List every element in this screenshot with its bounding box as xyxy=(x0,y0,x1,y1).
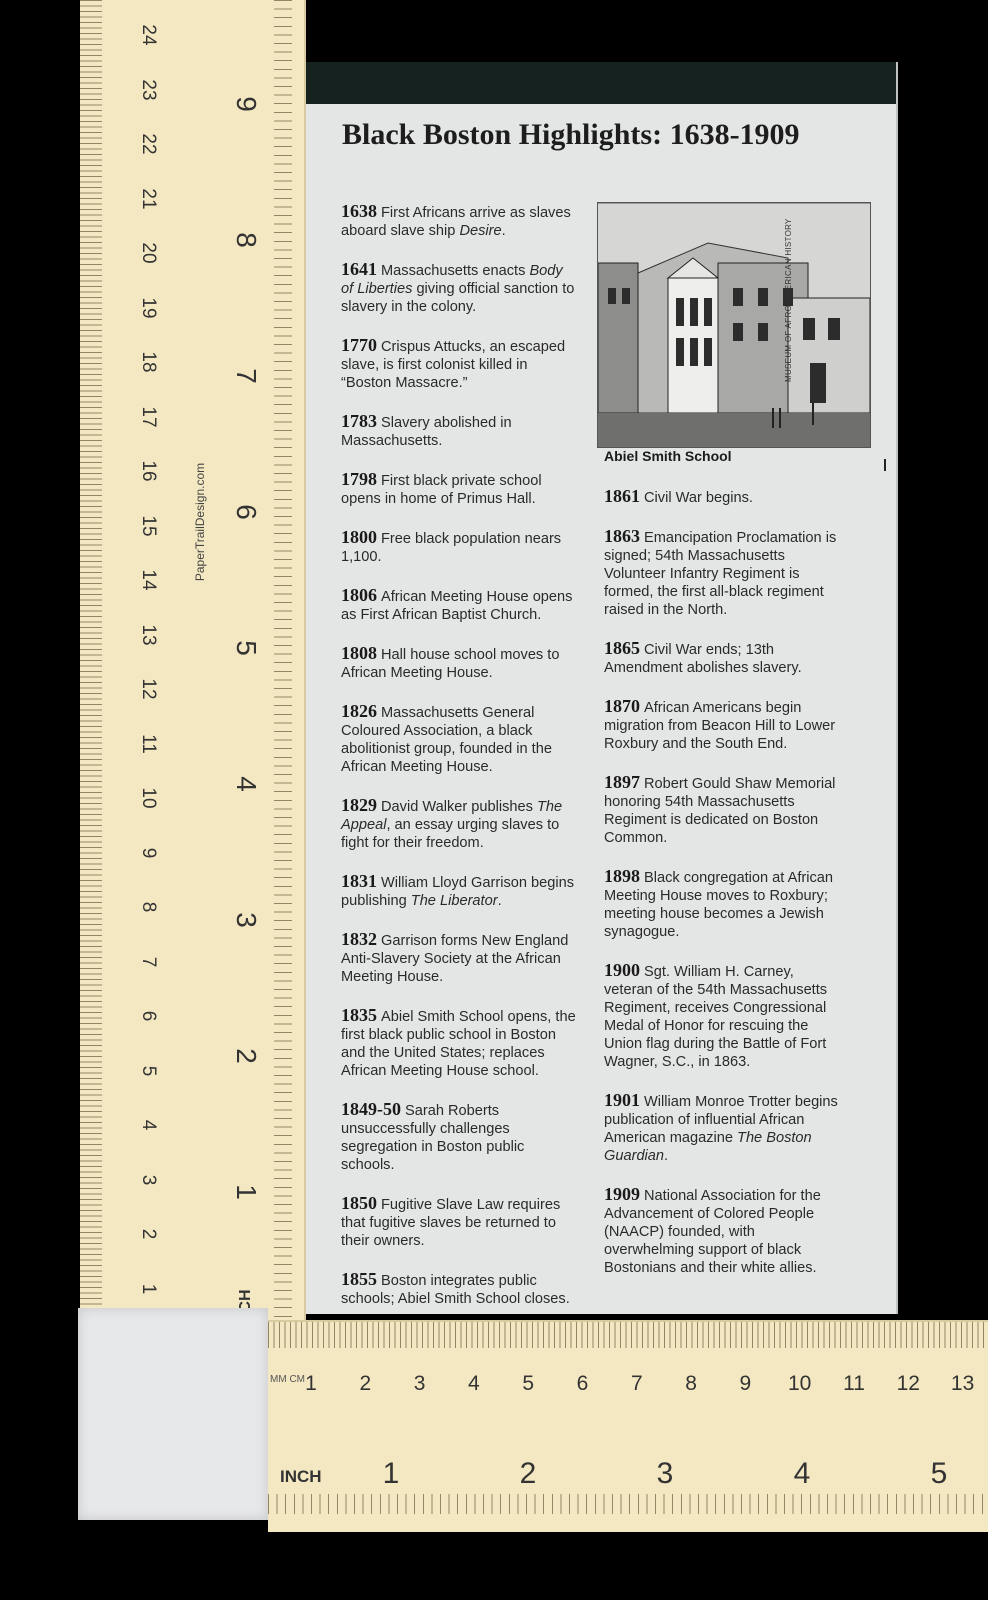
ruler-inch-ticks xyxy=(274,0,292,1345)
timeline-entry xyxy=(604,1185,840,1277)
ruler-cm-number: 19 xyxy=(138,296,159,319)
ruler-cm-number: 10 xyxy=(138,787,159,809)
entry-text: Sarah Roberts unsuccessfully challenges segregation in Boston public schools. xyxy=(341,1103,525,1173)
ruler-cm-number: 2 xyxy=(359,1372,372,1395)
ruler-cm-number: 23 xyxy=(138,78,159,101)
ruler-inch-number: 7 xyxy=(231,368,262,384)
entry-text: Fugitive Slave Law requires that fugitive slaves be returned to their owners. xyxy=(341,1197,561,1249)
ruler-inch-number: 2 xyxy=(231,1048,262,1064)
timeline-entry xyxy=(604,697,840,753)
entry-text: National Association for the Advancement of Colored People (NAACP) founded, with overwhelming support of black Bostonians and their white allies. xyxy=(604,1188,821,1276)
timeline-entry xyxy=(341,930,577,986)
entry-year: 1829 xyxy=(341,795,377,815)
entry-text: David Walker publishes xyxy=(381,799,537,815)
entry-year: 1901 xyxy=(604,1090,640,1110)
timeline-entry xyxy=(341,796,577,852)
entry-text: Garrison forms New England Anti-Slavery Society at the African Meeting House. xyxy=(341,933,569,985)
ruler-cm-number: 1 xyxy=(138,1283,159,1294)
timeline-entry xyxy=(341,470,577,508)
entry-text: Civil War begins. xyxy=(644,490,753,506)
ruler-cm-number: 13 xyxy=(138,623,159,646)
tape-piece xyxy=(78,1308,268,1520)
ruler-cm-number: 14 xyxy=(138,569,159,591)
entry-year: 1831 xyxy=(341,871,377,891)
timeline-entry xyxy=(341,1194,577,1250)
timeline-entry xyxy=(341,1006,577,1080)
ruler-cm-number: 3 xyxy=(413,1372,426,1395)
timeline-entry xyxy=(341,1100,577,1174)
photo-credit: MUSEUM OF AFRO AMERICAN HISTORY xyxy=(784,218,793,382)
ruler-cm-number: 24 xyxy=(138,24,159,46)
ruler-inch-number: 1 xyxy=(382,1457,400,1490)
ruler-cm-number: 10 xyxy=(788,1372,812,1395)
timeline-left-column xyxy=(341,202,577,1328)
entry-title-italic: The Liberator xyxy=(410,893,498,909)
ruler-cm-number: 8 xyxy=(685,1372,697,1395)
ruler-cm-number: 5 xyxy=(138,1065,159,1076)
ruler-cm-number: 17 xyxy=(138,405,159,428)
entry-title-italic: Desire xyxy=(459,223,502,239)
entry-text: Boston integrates public schools; Abiel Smith School closes. xyxy=(341,1273,570,1307)
vertical-ruler xyxy=(80,0,306,1345)
entry-text: , an essay urging slaves to fight for their freedom. xyxy=(341,817,560,851)
entry-year: 1855 xyxy=(341,1269,377,1289)
timeline-entry xyxy=(341,528,577,566)
ruler-cm-number: 3 xyxy=(138,1174,159,1185)
timeline-entry xyxy=(604,527,840,619)
entry-text: Sgt. William H. Carney, veteran of the 54th Massachusetts Regiment, receives Congressional Medal of Honor for rescuing the Union flag during the Battle of Fort Wagner, S.C., in 1863. xyxy=(604,964,828,1070)
entry-text: . xyxy=(497,893,502,909)
ruler-cm-number: 22 xyxy=(138,133,159,155)
entry-text: Emancipation Proclamation is signed; 54th Massachusetts Volunteer Infantry Regiment is formed, the first all-black regiment raised in the North. xyxy=(604,530,837,618)
entry-title-italic: Body of Liberties xyxy=(341,263,563,297)
entry-text: Slavery abolished in Massachusetts. xyxy=(341,415,512,449)
timeline-entry xyxy=(604,487,840,507)
timeline-entry xyxy=(341,260,577,316)
ruler-cm-number: 8 xyxy=(138,901,159,913)
entry-year: 1826 xyxy=(341,701,377,721)
timeline-entry xyxy=(604,639,840,677)
entry-text: Black congregation at African Meeting House moves to Roxbury; meeting house becomes a Jewish synagogue. xyxy=(604,870,834,940)
ruler-inch-number: 9 xyxy=(231,96,262,112)
ruler-cm-number: 21 xyxy=(138,187,159,210)
ruler-cm-number: 15 xyxy=(138,514,159,537)
entry-text: . xyxy=(501,223,506,239)
ruler-unit-label: MM CM xyxy=(270,1374,305,1385)
ruler-inch-number: 5 xyxy=(231,640,262,656)
entry-year: 1783 xyxy=(341,411,377,431)
ruler-brand: PaperTrailDesign.com xyxy=(193,462,207,582)
timeline-right-column xyxy=(604,487,840,1297)
entry-text: African Meeting House opens as First African Baptist Church. xyxy=(341,589,573,623)
fold-mark xyxy=(884,459,886,471)
entry-year: 1808 xyxy=(341,643,377,663)
ruler-cm-number: 18 xyxy=(138,351,159,373)
ruler-cm-number: 9 xyxy=(739,1372,752,1395)
ruler-inch-number: 1 xyxy=(231,1184,262,1200)
entry-text: Abiel Smith School opens, the first black public school in Boston and the United States; replaces African Meeting House school. xyxy=(341,1009,576,1079)
ruler-inch-number: 3 xyxy=(656,1457,674,1490)
entry-year: 1798 xyxy=(341,469,377,489)
ruler-inch-label: INCH xyxy=(280,1467,322,1486)
entry-text: Massachusetts enacts xyxy=(381,263,530,279)
ruler-inch-number: 3 xyxy=(231,912,262,928)
ruler-cm-number: 9 xyxy=(138,847,159,858)
entry-year: 1806 xyxy=(341,585,377,605)
ruler-cm-number: 7 xyxy=(630,1372,643,1395)
ruler-cm-number: 20 xyxy=(138,242,159,264)
ruler-cm-number: 12 xyxy=(896,1372,920,1395)
entry-year: 1870 xyxy=(604,696,640,716)
timeline-entry xyxy=(604,867,840,941)
timeline-entry xyxy=(341,336,577,392)
timeline-entry xyxy=(341,202,577,240)
ruler-inch-number: 4 xyxy=(231,776,262,792)
ruler-cm-number: 6 xyxy=(576,1372,589,1395)
ruler-cm-number: 4 xyxy=(138,1119,159,1131)
entry-text: William Monroe Trotter begins publication of influential African American magazine xyxy=(604,1094,838,1146)
entry-text: African Americans begin migration from Beacon Hill to Lower Roxbury and the South End. xyxy=(604,700,836,752)
entry-title-italic: The Appeal xyxy=(341,799,563,833)
ruler-cm-number: 11 xyxy=(843,1372,865,1395)
ruler-cm-number: 4 xyxy=(468,1372,480,1395)
entry-year: 1898 xyxy=(604,866,640,886)
entry-year: 1800 xyxy=(341,527,377,547)
ruler-cm-number: 11 xyxy=(138,733,159,754)
entry-year: 1638 xyxy=(341,201,377,221)
ruler-inch-number: 5 xyxy=(930,1457,948,1490)
entry-year: 1865 xyxy=(604,638,640,658)
timeline-entry xyxy=(341,644,577,682)
ruler-cm-number: 5 xyxy=(522,1372,535,1395)
horizontal-ruler xyxy=(268,1320,988,1532)
ruler-inch-number: 8 xyxy=(231,232,262,248)
entry-year: 1861 xyxy=(604,486,640,506)
entry-year: 1900 xyxy=(604,960,640,980)
entry-year: 1832 xyxy=(341,929,377,949)
timeline-entry xyxy=(604,961,840,1071)
entry-year: 1863 xyxy=(604,526,640,546)
entry-text: Robert Gould Shaw Memorial honoring 54th Massachusetts Regiment is dedicated on Boston Common. xyxy=(604,776,836,846)
header-band xyxy=(306,62,896,104)
timeline-entry xyxy=(341,586,577,624)
entry-text: William Lloyd Garrison begins publishing xyxy=(341,875,575,909)
building-illustration xyxy=(598,203,870,447)
timeline-entry xyxy=(341,1270,577,1308)
timeline-entry xyxy=(604,1091,840,1165)
ruler-cm-number: 12 xyxy=(138,678,159,700)
timeline-entry xyxy=(341,872,577,910)
entry-title-italic: The Boston Guardian xyxy=(604,1130,812,1164)
entry-text: Free black population nears 1,100. xyxy=(341,531,562,565)
entry-text: Hall house school moves to African Meeting House. xyxy=(341,647,560,681)
ruler-cm-number: 7 xyxy=(138,956,159,967)
entry-text: Crispus Attucks, an escaped slave, is first colonist killed in “Boston Massacre.” xyxy=(341,339,566,391)
ruler-cm-number: 13 xyxy=(950,1372,975,1395)
entry-year: 1770 xyxy=(341,335,377,355)
page-title: Black Boston Highlights: 1638-1909 xyxy=(342,118,800,151)
timeline-entry xyxy=(341,702,577,776)
ruler-cm-number: 2 xyxy=(138,1228,159,1240)
school-photo xyxy=(597,202,871,448)
timeline-entry xyxy=(604,773,840,847)
entry-text: giving official sanction to slavery in the colony. xyxy=(341,281,575,315)
brochure-panel xyxy=(306,62,896,1314)
entry-year: 1835 xyxy=(341,1005,377,1025)
ruler-cm-number: 16 xyxy=(138,460,159,482)
entry-year: 1897 xyxy=(604,772,640,792)
entry-year: 1641 xyxy=(341,259,377,279)
entry-text: First Africans arrive as slaves aboard slave ship xyxy=(341,205,571,239)
entry-year: 1850 xyxy=(341,1193,377,1213)
timeline-entry xyxy=(341,412,577,450)
ruler-inch-number: 6 xyxy=(231,504,262,520)
entry-text: First black private school opens in home of Primus Hall. xyxy=(341,473,542,507)
entry-text: . xyxy=(664,1148,669,1164)
ruler-inch-number: 4 xyxy=(793,1457,811,1490)
entry-text: Massachusetts General Coloured Association, a black abolitionist group, founded in the African Meeting House. xyxy=(341,705,552,775)
photo-caption: Abiel Smith School xyxy=(604,448,732,464)
entry-text: Civil War ends; 13th Amendment abolishes slavery. xyxy=(604,642,802,676)
entry-year: 1849-50 xyxy=(341,1099,401,1119)
ruler-cm-ticks xyxy=(80,0,102,1345)
entry-year: 1909 xyxy=(604,1184,640,1204)
ruler-cm-number: 1 xyxy=(305,1372,317,1395)
ruler-inch-number: 2 xyxy=(519,1457,537,1490)
ruler-cm-number: 6 xyxy=(138,1010,159,1022)
ruler-inch-ticks xyxy=(268,1494,988,1514)
